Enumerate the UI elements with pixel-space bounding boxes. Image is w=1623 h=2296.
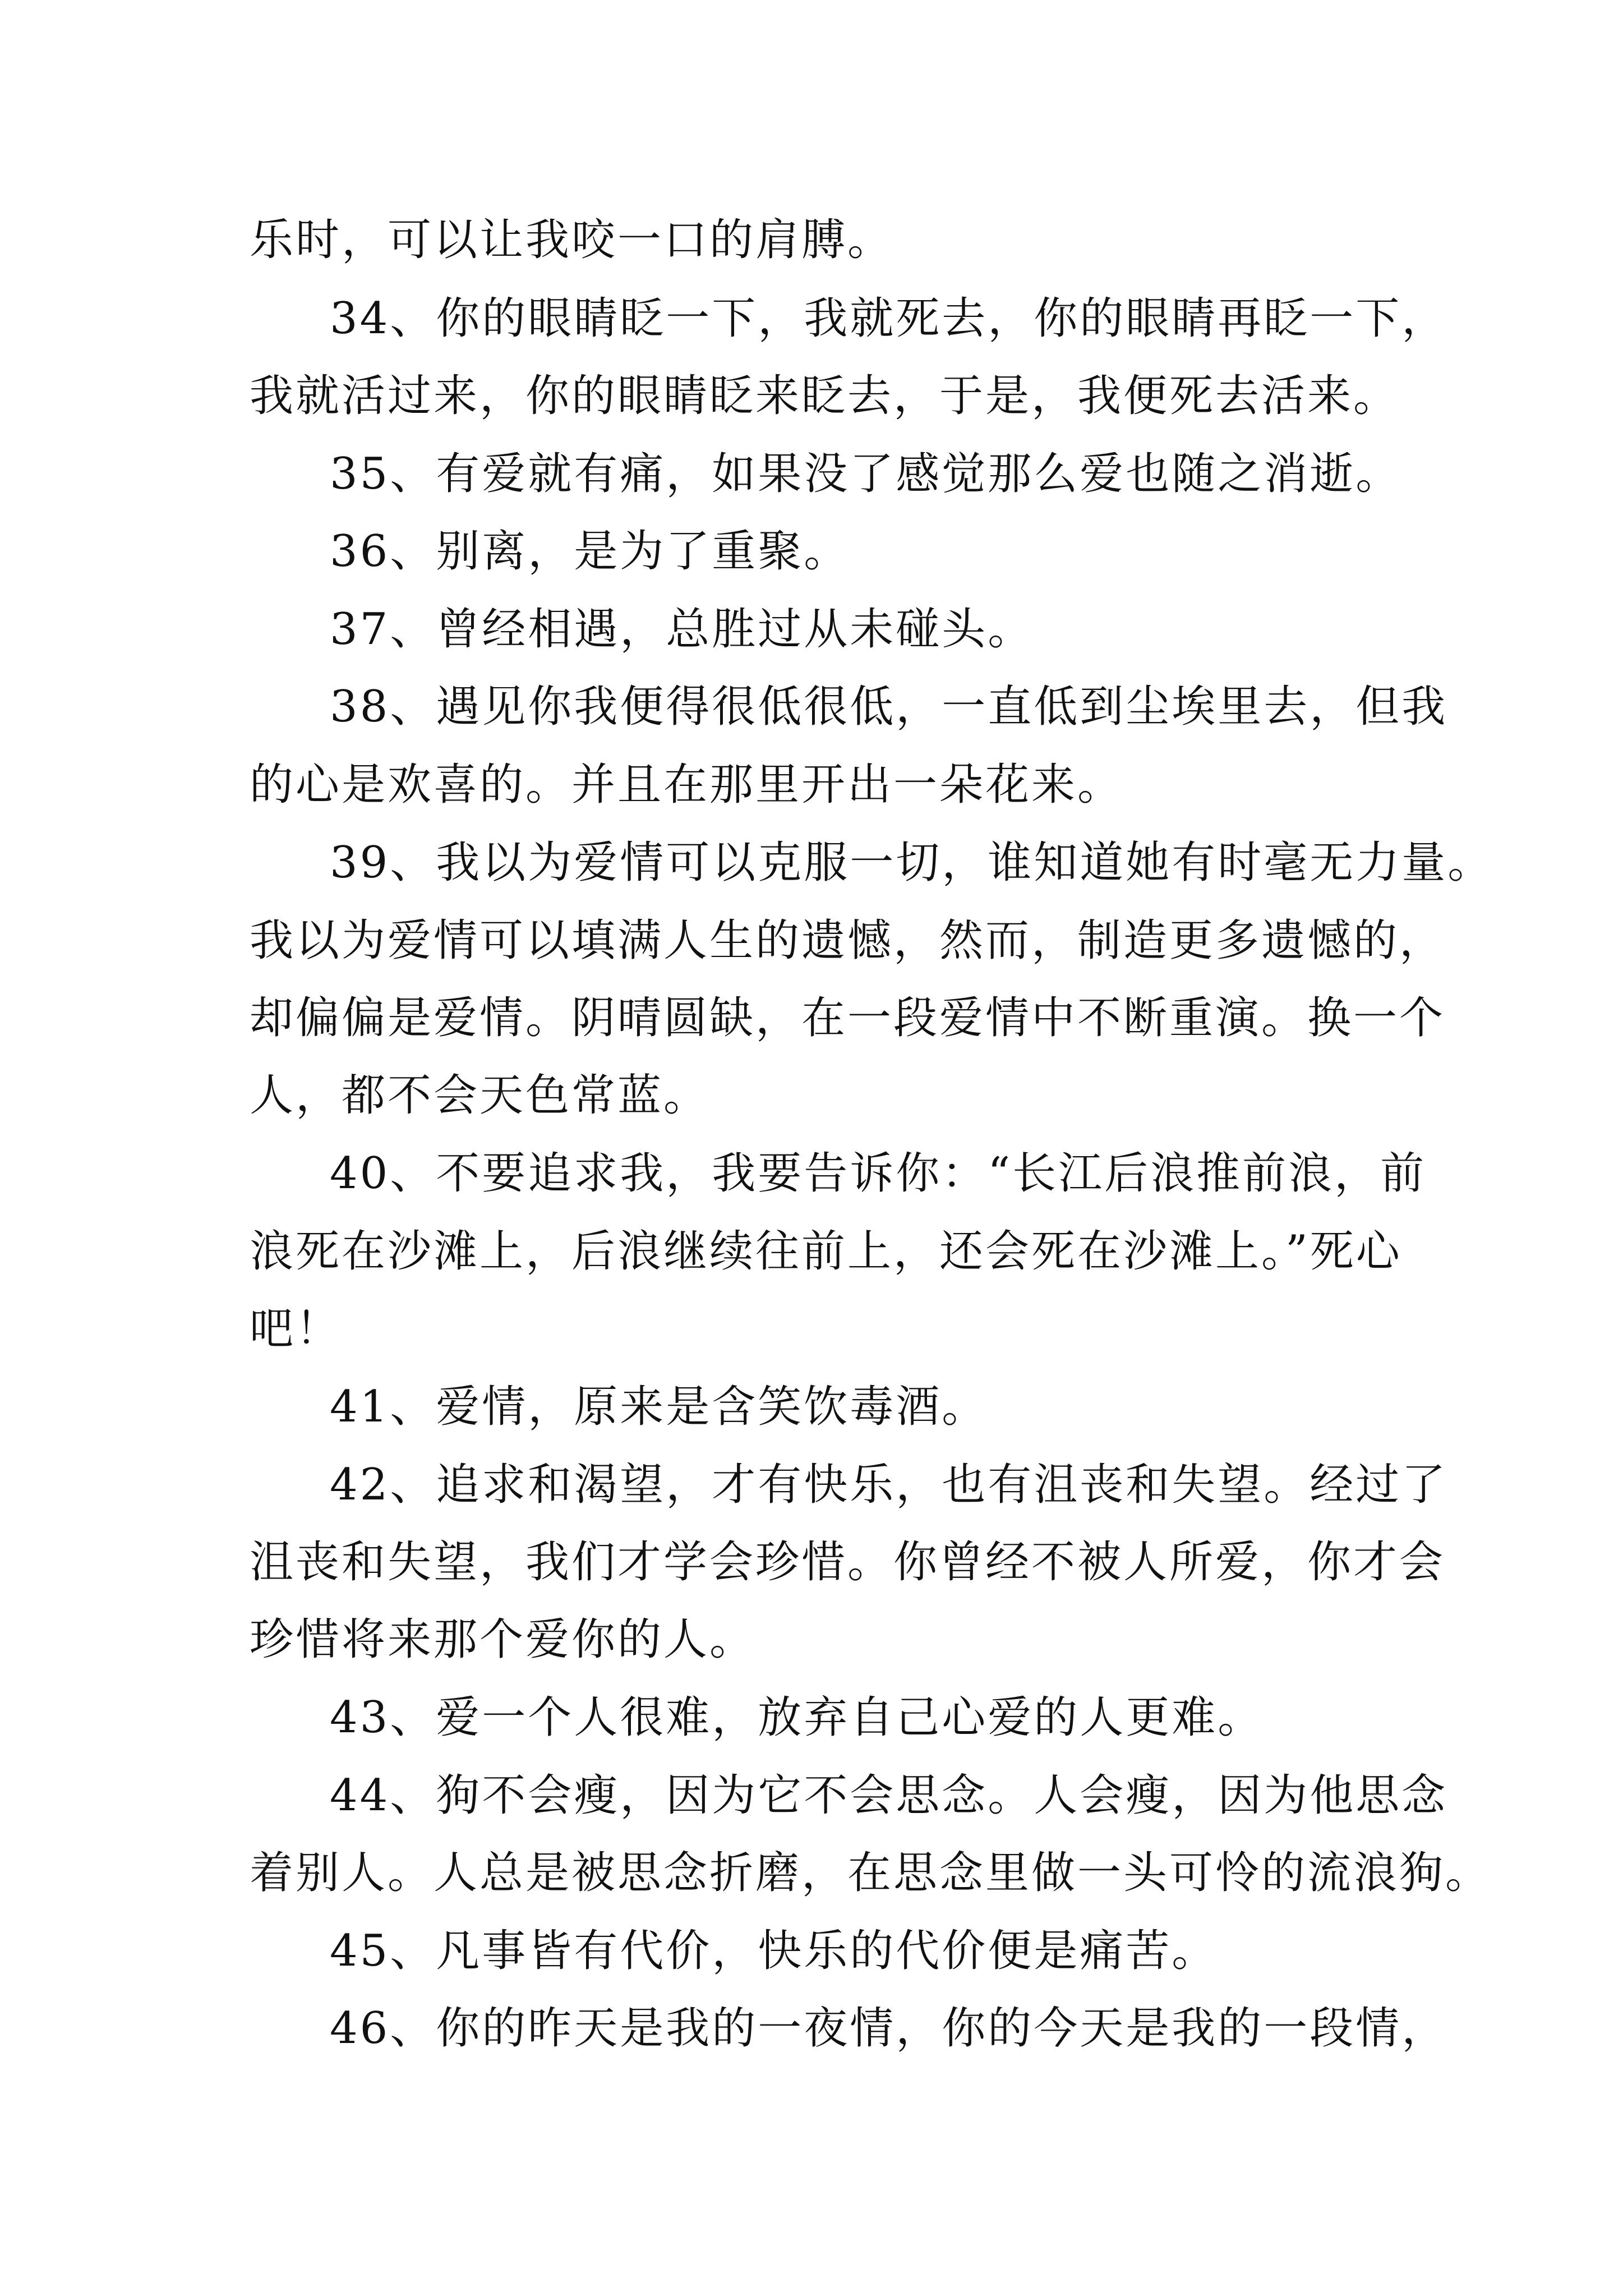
text-line: 吧！	[250, 1304, 342, 1354]
text-line: 42、追求和渴望，才有快乐，也有沮丧和失望。经过了	[330, 1460, 1448, 1510]
text-line: 41、爱情，原来是含笑饮毒酒。	[330, 1382, 988, 1432]
text-line: 着别人。人总是被思念折磨，在思念里做一头可怜的流浪狗。	[250, 1848, 1492, 1898]
text-line: 却偏偏是爱情。阴晴圆缺，在一段爱情中不断重演。换一个	[250, 993, 1446, 1043]
text-line: 43、爱一个人很难，放弃自己心爱的人更难。	[330, 1692, 1264, 1743]
text-line: 乐时，可以让我咬一口的肩膊。	[250, 215, 894, 265]
text-line: 46、你的昨天是我的一夜情，你的今天是我的一段情，	[330, 2003, 1448, 2054]
text-line: 人，都不会天色常蓝。	[250, 1070, 710, 1121]
text-line: 35、有爱就有痛，如果没了感觉那么爱也随之消逝。	[330, 449, 1402, 499]
text-line: 我就活过来，你的眼睛眨来眨去，于是，我便死去活来。	[250, 371, 1400, 421]
text-line: 39、我以为爱情可以克服一切，谁知道她有时毫无力量。	[330, 838, 1494, 888]
text-line: 37、曾经相遇，总胜过从未碰头。	[330, 604, 1034, 655]
text-line: 34、你的眼睛眨一下，我就死去，你的眼睛再眨一下，	[330, 293, 1448, 344]
text-line: 44、狗不会瘦，因为它不会思念。人会瘦，因为他思念	[330, 1770, 1448, 1821]
text-line: 的心是欢喜的。并且在那里开出一朵花来。	[250, 760, 1124, 810]
text-line: 45、凡事皆有代价，快乐的代价便是痛苦。	[330, 1926, 1218, 1976]
text-line: 36、别离，是为了重聚。	[330, 526, 850, 577]
text-line: 珍惜将来那个爱你的人。	[250, 1614, 756, 1665]
text-line: 沮丧和失望，我们才学会珍惜。你曾经不被人所爱，你才会	[250, 1537, 1446, 1588]
text-line: 40、不要追求我，我要告诉你：“长江后浪推前浪，前	[330, 1148, 1427, 1199]
text-line: 我以为爱情可以填满人生的遗憾，然而，制造更多遗憾的，	[250, 915, 1446, 966]
text-line: 38、遇见你我便得很低很低，一直低到尘埃里去，但我	[330, 682, 1448, 732]
text-line: 浪死在沙滩上，后浪继续往前上，还会死在沙滩上。”死心	[250, 1226, 1402, 1277]
